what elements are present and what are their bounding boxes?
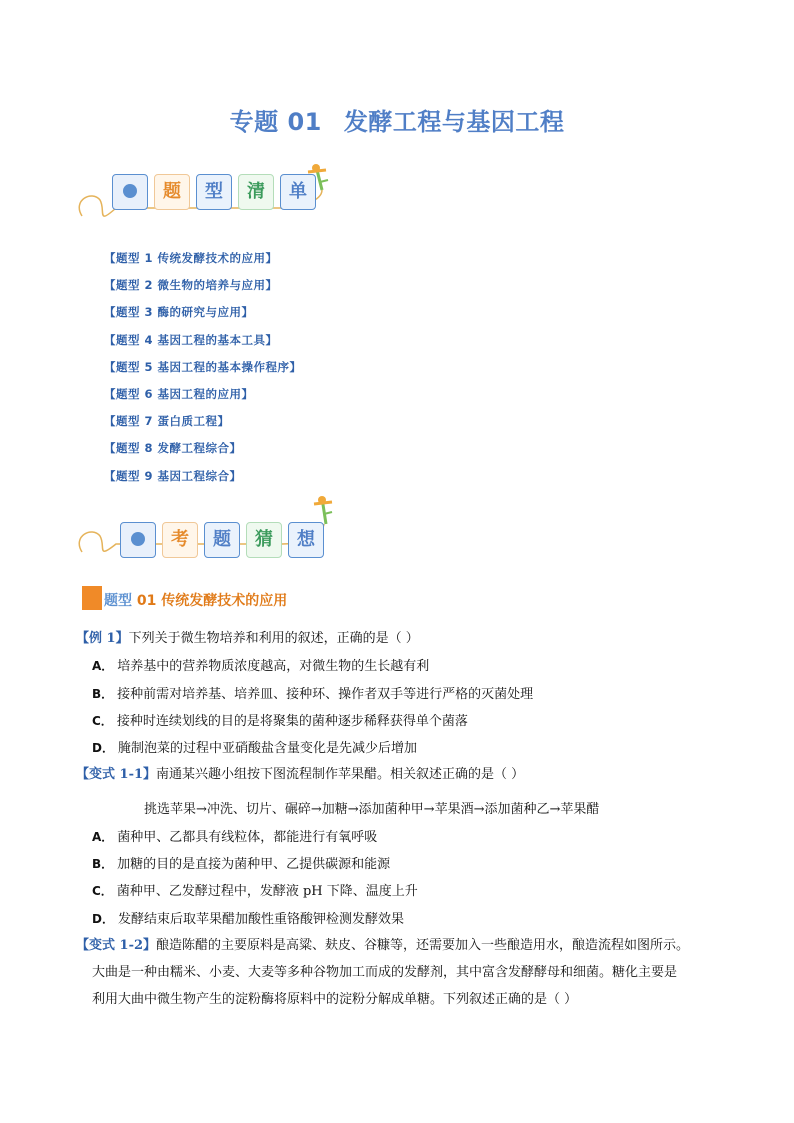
page-title — [0, 102, 794, 137]
toc-item[interactable]: 【题型 4 基因工程的基本工具】 — [104, 332, 278, 347]
question-stem: 南通某兴趣小组按下图流程制作苹果醋。相关叙述正确的是（ ） — [156, 767, 525, 782]
option-a: A． 培养基中的营养物质浓度越高，对微生物的生长越有利 — [92, 659, 430, 674]
toc-item[interactable]: 【题型 3 酶的研究与应用】 — [104, 305, 254, 320]
section-marker-icon — [82, 586, 102, 610]
option-d: D． 腌制泡菜的过程中亚硝酸盐含量变化是先减少后增加 — [92, 741, 417, 756]
question-tag: 【变式 1-1】 — [76, 767, 157, 782]
question-stem-line2: 大曲是一种由糯米、小麦、大麦等多种谷物加工而成的发酵剂，其中富含发酵酵母和细菌。糖化主要是 — [92, 965, 678, 980]
question-types-banner — [72, 160, 352, 226]
toc-item[interactable]: 【题型 8 发酵工程综合】 — [104, 441, 242, 456]
banner-chip: 型 — [196, 174, 232, 210]
option-d: D． 发酵结束后取苹果醋加酸性重铬酸钾检测发酵效果 — [92, 912, 404, 927]
title-part2: 发酵工程与基因工程 — [343, 108, 565, 136]
question-stem-line1: 酿造陈醋的主要原料是高粱、麸皮、谷糠等，还需要加入一些酿造用水，酿造流程如图所示。 — [156, 938, 690, 953]
toc-item[interactable]: 【题型 6 基因工程的应用】 — [104, 386, 254, 401]
banner-chip: 题 — [204, 522, 240, 558]
banner-chip: 题 — [154, 174, 190, 210]
toc-item[interactable]: 【题型 1 传统发酵技术的应用】 — [104, 251, 278, 265]
question-2 — [76, 765, 524, 785]
banner-chip: 猜 — [246, 522, 282, 558]
banner-chip: 想 — [288, 522, 324, 558]
question-stem: 下列关于微生物培养和利用的叙述，正确的是（ ） — [128, 631, 419, 646]
question-tag: 【变式 1-2】 — [76, 938, 157, 953]
banner-chip: 清 — [238, 174, 274, 210]
question-stem-line3: 利用大曲中微生物产生的淀粉酶将原料中的淀粉分解成单糖。下列叙述正确的是（ ） — [92, 992, 578, 1007]
toc-item[interactable]: 【题型 2 微生物的培养与应用】 — [104, 278, 278, 293]
title-part1: 专题 01 — [229, 108, 322, 136]
question-3 — [76, 936, 689, 956]
toc-item[interactable]: 【题型 9 基因工程综合】 — [104, 468, 242, 483]
toc-item[interactable]: 【题型 5 基因工程的基本操作程序】 — [104, 359, 302, 374]
section-title: 01 传统发酵技术的应用 — [132, 593, 288, 609]
banner-chip: 考 — [162, 522, 198, 558]
question-1 — [76, 629, 419, 649]
question-tag: 【例 1】 — [76, 631, 129, 646]
banner-dot-icon — [112, 174, 148, 210]
option-b: B． 接种前需对培养基、培养皿、接种环、操作者双手等进行严格的灭菌处理 — [92, 687, 534, 702]
option-a: A． 菌种甲、乙都具有线粒体，都能进行有氧呼吸 — [92, 830, 378, 845]
table-of-contents — [104, 248, 302, 493]
section-prefix: 题型 — [104, 593, 132, 609]
exam-guess-banner — [72, 492, 352, 558]
banner-chip: 单 — [280, 174, 316, 210]
option-c: C． 菌种甲、乙发酵过程中，发酵液 pH 下降、温度上升 — [92, 884, 418, 899]
option-b: B． 加糖的目的是直接为菌种甲、乙提供碳源和能源 — [92, 857, 391, 872]
banner-dot-icon — [120, 522, 156, 558]
toc-item[interactable]: 【题型 7 蛋白质工程】 — [104, 414, 230, 429]
process-flow: 挑选苹果→冲洗、切片、碾碎→加糖→添加菌种甲→苹果酒→添加菌种乙→苹果醋 — [144, 802, 600, 817]
option-c: C． 接种时连续划线的目的是将聚集的菌种逐步稀释获得单个菌落 — [92, 714, 468, 729]
